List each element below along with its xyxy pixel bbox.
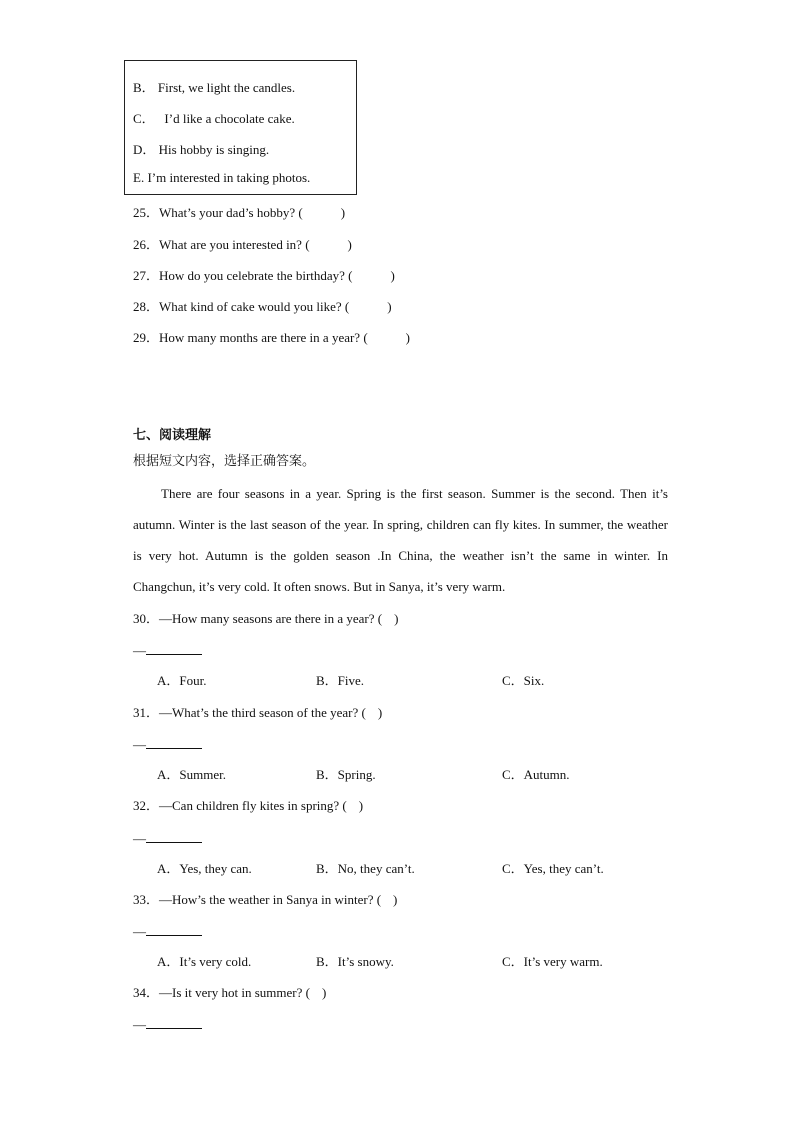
option-e: E. I’m interested in taking photos. — [133, 170, 311, 185]
question-32: 32．—Can children fly kites in spring? ( ) — [133, 798, 364, 813]
options-box — [124, 60, 357, 195]
choice-30-a[interactable]: A．Four. — [157, 673, 207, 688]
choice-30-b[interactable]: B．Five. — [316, 673, 365, 688]
reading-passage — [133, 478, 668, 602]
question-28: 28．What kind of cake would you like? ( ) — [133, 299, 392, 314]
section-instruction: 根据短文内容，选择正确答案。 — [133, 454, 316, 469]
option-c: C． I’d like a chocolate cake. — [133, 111, 295, 126]
answer-line-32[interactable]: — — [133, 831, 202, 845]
question-25: 25．What’s your dad’s hobby? ( ) — [133, 205, 346, 220]
question-31: 31．—What’s the third season of the year? ( ) — [133, 705, 383, 720]
answer-line-31[interactable]: — — [133, 737, 202, 751]
answer-line-33[interactable]: — — [133, 924, 202, 938]
question-30: 30．—How many seasons are there in a year? ( ) — [133, 611, 399, 626]
choice-31-b[interactable]: B．Spring. — [316, 767, 376, 782]
choice-32-b[interactable]: B．No, they can’t. — [316, 861, 415, 876]
section-title: 七、阅读理解 — [133, 428, 212, 443]
answer-line-34[interactable]: — — [133, 1017, 202, 1031]
choice-31-c[interactable]: C．Autumn. — [502, 767, 570, 782]
question-29: 29．How many months are there in a year? ( ) — [133, 330, 411, 345]
choice-31-a[interactable]: A．Summer. — [157, 767, 226, 782]
question-27: 27．How do you celebrate the birthday? ( ) — [133, 268, 395, 283]
choice-33-b[interactable]: B．It’s snowy. — [316, 954, 394, 969]
choice-32-a[interactable]: A．Yes, they can. — [157, 861, 252, 876]
question-26: 26．What are you interested in? ( ) — [133, 237, 352, 252]
option-d: D． His hobby is singing. — [133, 142, 270, 157]
choice-33-a[interactable]: A．It’s very cold. — [157, 954, 252, 969]
option-b: B． First, we light the candles. — [133, 80, 296, 95]
choice-33-c[interactable]: C．It’s very warm. — [502, 954, 603, 969]
question-33: 33．—How’s the weather in Sanya in winter? ( ) — [133, 892, 398, 907]
passage-text: There are four seasons in a year. Spring is the first season. Summer is the second. Then it’s autumn. Winter is the last season of the year. In spring, children can fly kites. In summer, the weather is very hot. Autumn is the golden season .In China, the weather isn’t the same in winter. In Changchun, it’s very cold. It often snows. But in Sanya, it’s very warm. — [133, 486, 668, 594]
choice-32-c[interactable]: C．Yes, they can’t. — [502, 861, 604, 876]
question-34: 34．—Is it very hot in summer? ( ) — [133, 985, 327, 1000]
answer-line-30[interactable]: — — [133, 643, 202, 657]
choice-30-c[interactable]: C．Six. — [502, 673, 545, 688]
